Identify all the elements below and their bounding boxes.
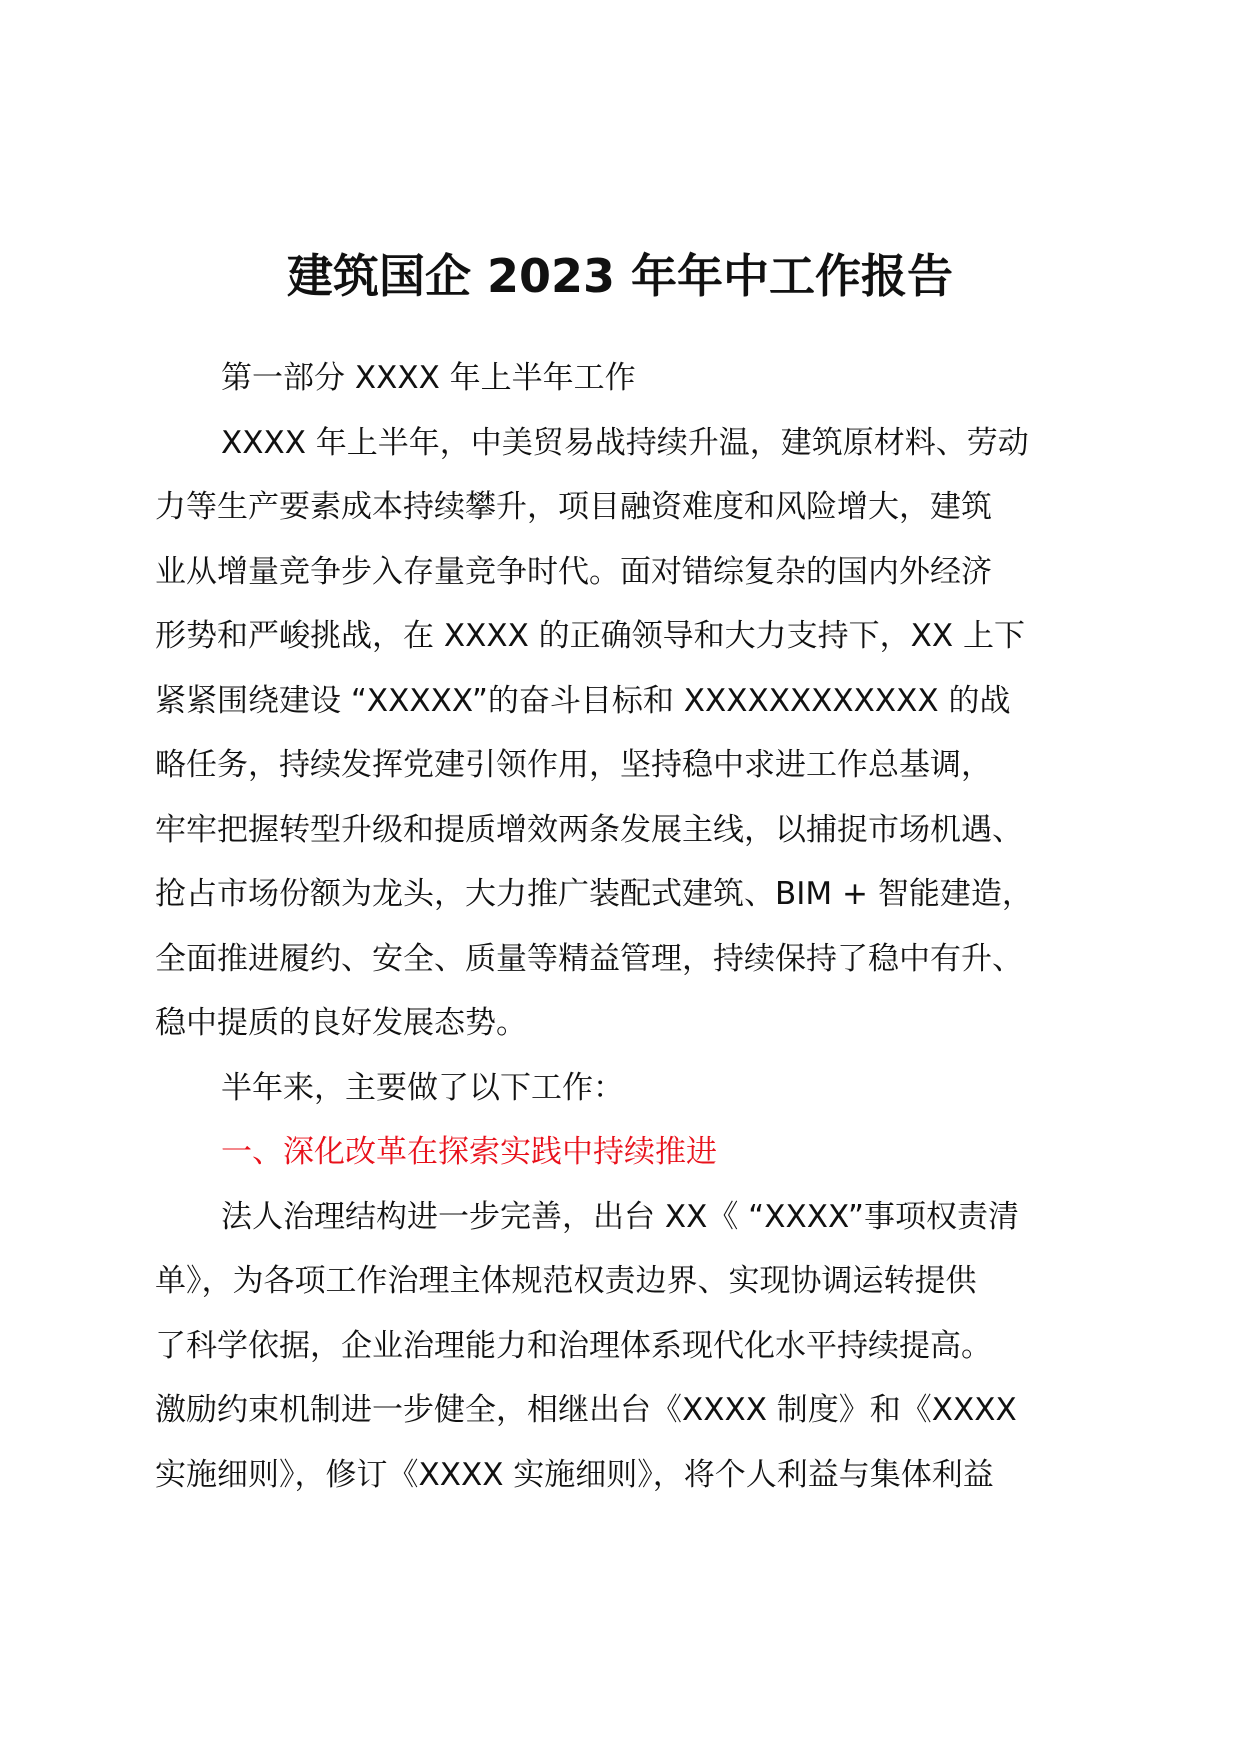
section-heading: 第一部分 XXXX 年上半年工作	[221, 360, 636, 396]
paragraph-line: 全面推进履约、安全、质量等精益管理，持续保持了稳中有升、	[155, 940, 1023, 977]
paragraph-line: 略任务，持续发挥党建引领作用，坚持稳中求进工作总基调，	[155, 747, 992, 783]
subsection-heading: 一、深化改革在探索实践中持续推进	[221, 1134, 717, 1170]
paragraph-line: 牢牢把握转型升级和提质增效两条发展主线，以捕捉市场机遇、	[155, 811, 1023, 848]
paragraph-line: 法人治理结构进一步完善，出台 XX《 “XXXX”事项权责清	[221, 1198, 1019, 1235]
paragraph-line: 半年来，主要做了以下工作：	[221, 1069, 624, 1106]
paragraph-line: 激励约束机制进一步健全，相继出台《XXXX 制度》和《XXXX	[155, 1392, 1017, 1428]
document-body	[155, 346, 1095, 1507]
paragraph-line: 抢占市场份额为龙头，大力推广装配式建筑、BIM + 智能建造，	[155, 876, 1033, 912]
paragraph-line: 实施细则》，修订《XXXX 实施细则》，将个人利益与集体利益	[155, 1456, 994, 1493]
paragraph-line: 形势和严峻挑战，在 XXXX 的正确领导和大力支持下，XX 上下	[155, 618, 1025, 654]
paragraph-line: 力等生产要素成本持续攀升，项目融资难度和风险增大，建筑	[155, 489, 992, 525]
paragraph-line: XXXX 年上半年，中美贸易战持续升温，建筑原材料、劳动	[221, 424, 1029, 461]
document-title: 建筑国企 2023 年年中工作报告	[286, 249, 954, 303]
paragraph-line: 单》，为各项工作治理主体规范权责边界、实现协调运转提供	[155, 1263, 977, 1299]
paragraph-line: 稳中提质的良好发展态势。	[155, 1005, 527, 1041]
paragraph-line: 业从增量竞争步入存量竞争时代。面对错综复杂的国内外经济	[155, 553, 992, 590]
paragraph-line: 紧紧围绕建设 “XXXXX”的奋斗目标和 XXXXXXXXXXXX 的战	[155, 682, 1011, 719]
paragraph-line: 了科学依据，企业治理能力和治理体系现代化水平持续提高。	[155, 1327, 992, 1364]
